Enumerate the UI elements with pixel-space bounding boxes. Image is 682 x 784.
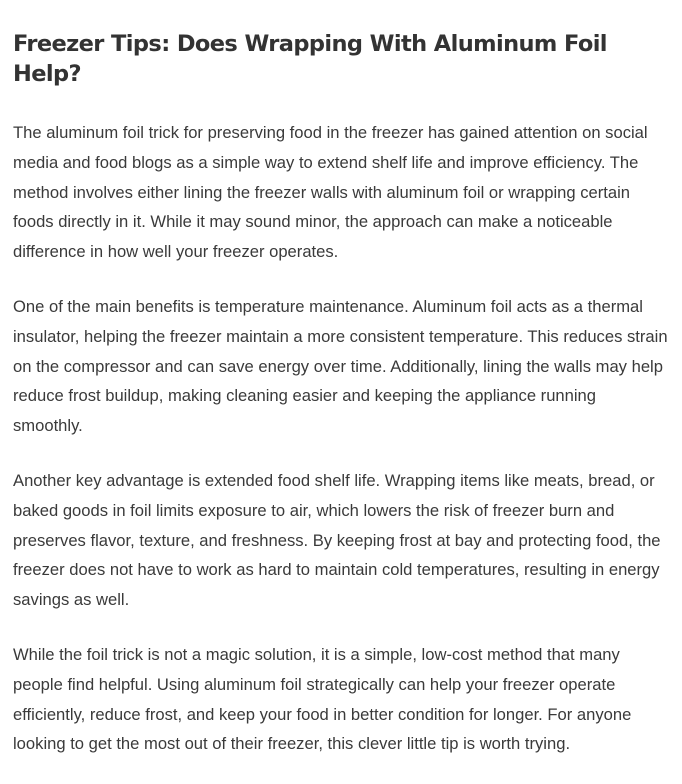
article — [13, 0, 669, 759]
article-paragraph-1: The aluminum foil trick for preserving food in the freezer has gained attention on social media and food blogs as a simple way to extend shelf life and improve efficiency. The method involves either lining the freezer walls with aluminum foil or wrapping certain foods directly in it. While it may sound minor, the approach can make a noticeable difference in how well your freezer operates. — [13, 123, 648, 262]
article-paragraph-3: Another key advantage is extended food shelf life. Wrapping items like meats, bread, or baked goods in foil limits exposure to air, which lowers the risk of freezer burn and preserves flavor, texture, and freshness. By keeping frost at bay and protecting food, the freezer does not have to work as hard to maintain cold temperatures, resulting in energy savings as well. — [13, 470, 661, 610]
article-paragraph-4: While the foil trick is not a magic solution, it is a simple, low-cost method that many people find helpful. Using aluminum foil strategically can help your freezer operate efficiently, reduce frost, and keep your food in better condition for longer. For anyone looking to get the most out of their freezer, this clever little tip is worth trying. — [13, 644, 632, 754]
article-paragraph-2: One of the main benefits is temperature maintenance. Aluminum foil acts as a thermal insulator, helping the freezer maintain a more consistent temperature. This reduces strain on the compressor and can save energy over time. Additionally, lining the walls may help reduce frost buildup, making cleaning easier and keeping the appliance running smoothly. — [13, 296, 668, 436]
article-title: Freezer Tips: Does Wrapping With Aluminum Foil Help? — [13, 31, 607, 87]
